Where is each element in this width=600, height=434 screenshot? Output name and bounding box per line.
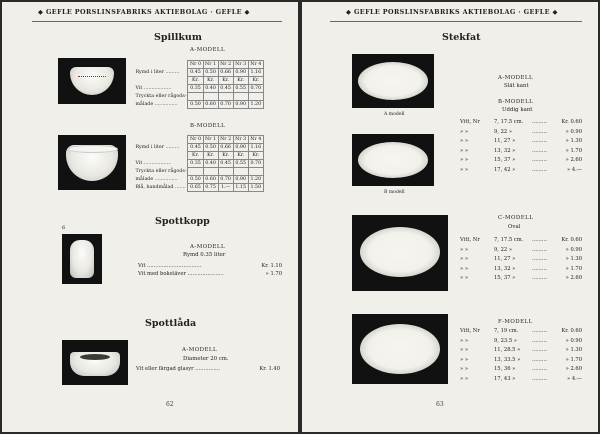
row-c1: » » — [460, 366, 468, 373]
platter-image — [360, 227, 440, 277]
platter-image — [358, 142, 428, 178]
stekfat-b-model-label: B-MODELL — [498, 99, 534, 105]
price-cell: 0.50 — [203, 69, 218, 77]
row-c4: » 0.90 — [565, 128, 582, 135]
price-cell: 0.90 — [233, 144, 248, 152]
row-c1: » » — [460, 246, 468, 253]
price-cell: 0.45 — [188, 69, 203, 77]
price-cell: 0.90 — [233, 69, 248, 77]
row-label: Rymd i liter ......... — [135, 145, 180, 150]
stekfat-b-photo — [352, 134, 434, 186]
price-row — [460, 266, 582, 273]
table-header-row — [134, 61, 263, 69]
price-cell: 0.50 — [188, 101, 203, 109]
price-cell: Kr. — [233, 77, 248, 85]
price-cell: 0.60 — [203, 176, 218, 184]
column-header: Nr 3 — [235, 137, 247, 142]
row-c4: » 4.— — [567, 167, 582, 173]
row-c1: » » — [460, 347, 468, 354]
row-c1: » » — [460, 356, 468, 363]
row-c3: ......... — [532, 157, 547, 164]
row-c4: » 1.30 — [565, 256, 582, 263]
row-c2: 7, 17.5 cm. — [494, 119, 524, 125]
row-c3: ......... — [532, 138, 547, 145]
price-cell: 0.70 — [248, 160, 263, 168]
column-header: Nr 0 — [189, 62, 202, 67]
price-row — [460, 366, 582, 373]
stekfat-c-photo — [352, 215, 448, 291]
left-page — [2, 2, 298, 432]
row-c3: ......... — [532, 147, 547, 154]
row-c3: ......... — [532, 265, 547, 272]
row-c2: 11, 28.5 » — [494, 347, 521, 354]
row-c1: Vitt, Nr — [460, 119, 480, 125]
price-cell — [218, 168, 233, 176]
price-cell: 0.55 — [233, 160, 248, 168]
price-cell — [233, 168, 248, 176]
row-label: målade ............... — [135, 177, 178, 182]
platter-image — [358, 62, 428, 100]
row-c2: 13, 33.5 » — [494, 356, 521, 363]
row-c4: Kr. 0.60 — [561, 119, 582, 125]
row-c4: » 0.90 — [565, 246, 582, 253]
price-cell: 1.16 — [248, 144, 263, 152]
row-c2: 15, 37 » — [494, 275, 516, 282]
row-label — [134, 152, 188, 160]
price-cell: 0.75 — [203, 184, 218, 192]
box-opening — [80, 354, 110, 360]
price-cell: 0.70 — [248, 85, 263, 93]
stekfat-a-model-label: A-MODELL — [498, 75, 534, 81]
price-cell: 0.50 — [203, 144, 218, 152]
price-row — [460, 338, 582, 345]
table-row — [134, 101, 263, 109]
table-row — [134, 184, 263, 192]
price-cell: Kr. — [218, 77, 233, 85]
spottlada-title: Spottlåda — [145, 318, 197, 329]
price-cell — [188, 168, 203, 176]
row-c1: » » — [460, 128, 468, 135]
column-header: Nr 4 — [250, 62, 262, 67]
row-c3: ......... — [532, 275, 547, 282]
price-row — [460, 138, 582, 145]
stekfat-c-model-label: C-MODELL — [498, 215, 534, 221]
row-c4: » 1.30 — [565, 347, 582, 354]
table-row — [134, 160, 263, 168]
stekfat-title: Stekfat — [442, 32, 481, 43]
row-label — [134, 77, 188, 85]
price-cell — [203, 93, 218, 101]
row-c3: ......... — [532, 246, 547, 253]
flower-decoration — [78, 76, 106, 81]
price-cell: 1.16 — [248, 69, 263, 77]
price-cell: 1.— — [218, 184, 233, 192]
row-c1: Vitt, Nr — [460, 328, 480, 334]
platter-image — [360, 324, 440, 374]
page-number-right: 63 — [436, 401, 444, 408]
price-cell: 1.20 — [248, 101, 263, 109]
price-cell: 0.66 — [218, 69, 233, 77]
row-c1: » » — [460, 265, 468, 272]
price-row — [460, 328, 582, 335]
row-c3: ......... — [532, 119, 547, 125]
spillkum-b-price-table — [134, 135, 264, 192]
line-label: Vit eller färgad glasyr ............... — [136, 366, 221, 372]
table-row — [134, 85, 263, 93]
column-header: Nr 1 — [205, 62, 217, 67]
header-rule — [32, 21, 282, 22]
spillkum-b-model-label: B-MODELL — [190, 123, 226, 129]
row-c2: 17, 42 » — [494, 167, 516, 173]
row-c2: 7, 19 cm. — [494, 328, 519, 334]
price-cell: 0.45 — [218, 85, 233, 93]
column-header: Nr 4 — [250, 137, 262, 142]
price-row — [460, 237, 582, 244]
price-row — [460, 275, 582, 282]
row-c1: » » — [460, 337, 468, 344]
table-row — [134, 152, 263, 160]
row-c2: 11, 27 » — [494, 138, 516, 145]
spottlada-photo — [62, 340, 128, 385]
row-c2: 9, 23.5 » — [494, 337, 517, 344]
bowl-image — [70, 67, 114, 95]
price-cell: Kr. — [248, 152, 263, 160]
price-row — [460, 119, 582, 126]
header-rule — [330, 21, 582, 22]
price-cell — [233, 93, 248, 101]
price-cell: 0.65 — [188, 184, 203, 192]
column-header: Nr 2 — [220, 137, 232, 142]
price-cell: Kr. — [203, 152, 218, 160]
row-c2: 11, 27 » — [494, 256, 516, 263]
spillkum-a-photo — [58, 58, 126, 104]
price-cell: Kr. — [218, 152, 233, 160]
stekfat-a-photo — [352, 54, 434, 108]
spillkum-title: Spillkum — [154, 32, 202, 43]
price-cell — [203, 168, 218, 176]
line-price: » 1.70 — [265, 271, 282, 277]
row-c4: » 1.70 — [565, 356, 582, 363]
row-c4: » 0.90 — [565, 337, 582, 344]
price-cell: Kr. — [188, 152, 203, 160]
row-c3: ......... — [532, 356, 547, 363]
row-c2: 13, 32 » — [494, 265, 516, 272]
row-label: Rymd i liter ......... — [135, 70, 180, 75]
row-c4: » 2.60 — [565, 157, 582, 164]
spottkopp-photo — [62, 234, 102, 284]
stekfat-a-sub: Slät kant — [504, 83, 529, 89]
row-c3: ......... — [532, 167, 547, 173]
line-price: Kr. 1.40 — [259, 366, 280, 372]
caption-b: B modell — [384, 190, 405, 195]
row-c3: ......... — [532, 328, 547, 334]
price-cell: 0.90 — [233, 176, 248, 184]
row-c1: Vitt, Nr — [460, 237, 480, 243]
spottkopp-model-label: A-MODELL — [190, 244, 226, 250]
price-cell: 0.40 — [203, 160, 218, 168]
price-cell: 0.90 — [233, 101, 248, 109]
table-row — [134, 176, 263, 184]
stekfat-b-sub: Uddig kant — [502, 107, 533, 113]
stekfat-c-sub: Oval — [508, 224, 521, 230]
running-header-left: ◆ GEFLE PORSLINSFABRIKS AKTIEBOLAG · GEFLE ◆ — [38, 8, 250, 16]
row-c3: ......... — [532, 376, 547, 382]
column-header: Nr 3 — [235, 62, 247, 67]
row-c4: » 1.70 — [565, 265, 582, 272]
price-row — [460, 148, 582, 155]
column-header: Nr 0 — [189, 137, 202, 142]
bowl-rim — [68, 145, 118, 153]
row-c3: ......... — [532, 366, 547, 373]
right-page — [302, 2, 598, 432]
row-c2: 9, 22 » — [494, 128, 513, 135]
running-header-right: ◆ GEFLE PORSLINSFABRIKS AKTIEBOLAG · GEFLE ◆ — [346, 8, 558, 16]
price-row — [460, 347, 582, 354]
price-cell: 1.50 — [248, 184, 263, 192]
line-price: Kr. 1.10 — [261, 263, 282, 269]
line-label: Vit med bokstäver ...................... — [138, 271, 224, 277]
row-c1: » » — [460, 147, 468, 154]
price-row — [460, 376, 582, 383]
price-cell: Kr. — [203, 77, 218, 85]
cup-image — [70, 240, 94, 278]
stekfat-f-model-label: F-MODELL — [498, 319, 533, 325]
row-c2: 17, 43 » — [494, 376, 516, 382]
price-cell — [248, 93, 263, 101]
price-cell: 1.20 — [248, 176, 263, 184]
table-header-row — [134, 136, 263, 144]
price-cell: 0.55 — [233, 85, 248, 93]
row-c2: 7, 17.5 cm. — [494, 237, 524, 243]
price-cell — [218, 93, 233, 101]
price-cell: 0.66 — [218, 144, 233, 152]
spottkopp-number: 6 — [62, 225, 66, 231]
table-row — [134, 77, 263, 85]
price-cell: 0.35 — [188, 85, 203, 93]
row-c4: » 1.30 — [565, 138, 582, 145]
price-cell — [248, 168, 263, 176]
price-cell: 0.60 — [203, 101, 218, 109]
header-blank — [134, 136, 188, 144]
row-c1: » » — [460, 256, 468, 263]
spillkum-b-photo — [58, 135, 126, 190]
spillkum-a-price-table — [134, 60, 264, 109]
price-cell: Kr. — [188, 77, 203, 85]
row-c3: ......... — [532, 237, 547, 243]
line-label: Vit ................................. — [138, 263, 202, 269]
row-c2: 15, 37 » — [494, 157, 516, 164]
row-c1: » » — [460, 376, 468, 382]
row-c2: 13, 32 » — [494, 147, 516, 154]
row-label: Tryckta eller rågods- — [135, 94, 187, 99]
price-row — [460, 129, 582, 136]
row-c3: ......... — [532, 347, 547, 354]
row-c4: Kr. 0.60 — [561, 328, 582, 334]
caption-a: A modell — [384, 112, 405, 117]
row-c3: ......... — [532, 256, 547, 263]
spillkum-a-model-label: A-MODELL — [190, 47, 226, 53]
price-cell: 0.45 — [188, 144, 203, 152]
price-cell: Kr. — [248, 77, 263, 85]
price-cell: 0.35 — [188, 160, 203, 168]
price-cell: 0.40 — [203, 85, 218, 93]
table-row — [134, 93, 263, 101]
row-label: Blå, handmålad ....... — [135, 185, 186, 190]
price-cell: Kr. — [233, 152, 248, 160]
row-c1: » » — [460, 157, 468, 164]
price-row — [460, 167, 582, 174]
table-row — [134, 69, 263, 77]
spottlada-model-label: A-MODELL — [182, 347, 218, 353]
spottkopp-title: Spottkopp — [155, 216, 210, 227]
row-c4: » 2.60 — [565, 366, 582, 373]
row-c4: » 4.— — [567, 376, 582, 382]
price-row — [460, 247, 582, 254]
row-c1: » » — [460, 167, 468, 173]
price-cell: 0.70 — [218, 176, 233, 184]
row-c4: » 2.60 — [565, 275, 582, 282]
row-c1: » » — [460, 275, 468, 282]
price-cell: 0.70 — [218, 101, 233, 109]
page-number-left: 62 — [166, 401, 174, 408]
row-label: Vit .................. — [135, 86, 172, 91]
price-row — [460, 256, 582, 263]
price-cell: 1.15 — [233, 184, 248, 192]
row-c4: Kr. 0.60 — [561, 237, 582, 243]
column-header: Nr 1 — [205, 137, 217, 142]
row-c1: » » — [460, 138, 468, 145]
table-row — [134, 168, 263, 176]
price-row — [460, 357, 582, 364]
row-label: Vit .................. — [135, 161, 172, 166]
price-row — [460, 157, 582, 164]
row-c4: » 1.70 — [565, 147, 582, 154]
row-c2: 15, 36 » — [494, 366, 516, 373]
row-c3: ......... — [532, 128, 547, 135]
price-cell: 0.50 — [188, 176, 203, 184]
price-cell: 0.45 — [218, 160, 233, 168]
header-blank — [134, 61, 188, 69]
column-header: Nr 2 — [220, 62, 232, 67]
row-c3: ......... — [532, 337, 547, 344]
spottlada-diameter: Diameter 20 cm. — [183, 356, 229, 362]
price-cell — [188, 93, 203, 101]
row-c2: 9, 22 » — [494, 246, 513, 253]
row-label: målade ............... — [135, 102, 178, 107]
spottkopp-capacity: Rymd 0.35 liter — [183, 252, 226, 258]
row-label: Tryckta eller rågods- — [135, 169, 187, 174]
table-row — [134, 144, 263, 152]
stekfat-f-photo — [352, 314, 448, 384]
